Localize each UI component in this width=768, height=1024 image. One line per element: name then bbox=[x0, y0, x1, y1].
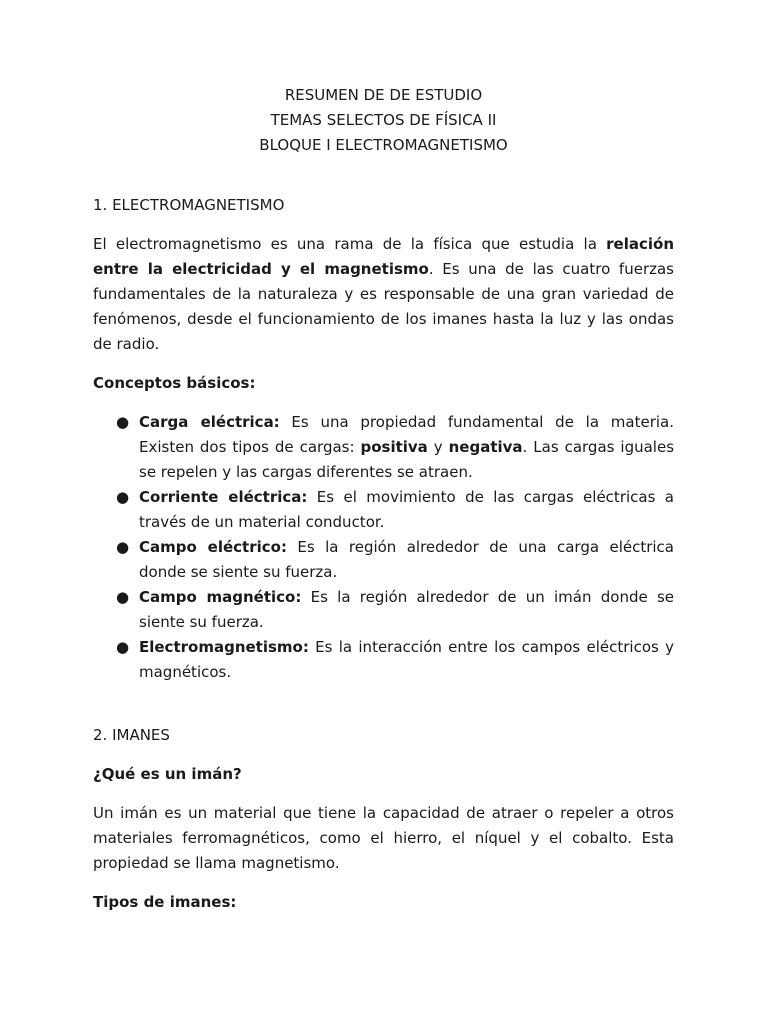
bullet-icon: ● bbox=[116, 588, 130, 606]
list-item bbox=[93, 410, 674, 485]
concept-bold: positiva bbox=[360, 438, 428, 456]
list-item bbox=[93, 485, 674, 535]
list-item bbox=[93, 635, 674, 685]
concept-text: . Las cargas iguales se repelen y las cargas diferentes se atraen. bbox=[139, 438, 675, 481]
concept-text: Es una propiedad fundamental de la materia. Existen dos tipos de cargas: bbox=[139, 413, 674, 456]
list-item bbox=[93, 535, 674, 585]
intro-text-1: El electromagnetismo es una rama de la física que estudia la bbox=[93, 235, 607, 253]
concept-term: Campo eléctrico: bbox=[139, 538, 287, 556]
concept-term: Corriente eléctrica: bbox=[139, 488, 308, 506]
document-title-block bbox=[93, 83, 674, 158]
title-line-1: RESUMEN DE DE ESTUDIO bbox=[284, 86, 483, 104]
bullet-icon: ● bbox=[116, 413, 130, 431]
concepts-list bbox=[93, 410, 674, 685]
concept-text: Es el movimiento de las cargas eléctricas a través de un material conductor. bbox=[139, 488, 674, 531]
bullet-icon: ● bbox=[116, 488, 130, 506]
concept-term: Electromagnetismo: bbox=[139, 638, 309, 656]
magnet-paragraph: Un imán es un material que tiene la capacidad de atraer o repeler a otros materiales ferromagnéticos, como el hierro, el níquel y el cobalto. Esta propiedad se llama magnetismo. bbox=[93, 804, 674, 872]
magnet-types-heading: Tipos de imanes: bbox=[93, 893, 237, 911]
concepts-heading: Conceptos básicos: bbox=[93, 374, 256, 392]
concept-term: Carga eléctrica: bbox=[139, 413, 280, 431]
section-1-intro bbox=[93, 232, 674, 357]
concept-text: Es la región alrededor de un imán donde se siente su fuerza. bbox=[139, 588, 674, 631]
list-item bbox=[93, 585, 674, 635]
section-1-heading: 1. ELECTROMAGNETISMO bbox=[93, 196, 285, 214]
concept-text: Es la interacción entre los campos eléctricos y magnéticos. bbox=[139, 638, 674, 681]
concept-term: Campo magnético: bbox=[139, 588, 302, 606]
section-2-heading: 2. IMANES bbox=[93, 726, 170, 744]
concept-text: y bbox=[427, 438, 449, 456]
concept-bold: negativa bbox=[448, 438, 523, 456]
document-page bbox=[93, 83, 674, 915]
magnet-question-heading: ¿Qué es un imán? bbox=[93, 765, 242, 783]
bullet-icon: ● bbox=[116, 538, 130, 556]
intro-bold: relación entre la electricidad y el magnetismo bbox=[93, 235, 674, 278]
bullet-icon: ● bbox=[116, 638, 130, 656]
concept-text: Es la región alrededor de una carga eléctrica donde se siente su fuerza. bbox=[139, 538, 674, 581]
title-line-2: TEMAS SELECTOS DE FÍSICA II bbox=[270, 111, 497, 129]
title-line-3: BLOQUE I ELECTROMAGNETISMO bbox=[259, 136, 508, 154]
intro-text-2: . Es una de las cuatro fuerzas fundamentales de la naturaleza y es responsable de una gran variedad de fenómenos, desde el funcionamiento de los imanes hasta la luz y las ondas de radio. bbox=[93, 260, 674, 353]
